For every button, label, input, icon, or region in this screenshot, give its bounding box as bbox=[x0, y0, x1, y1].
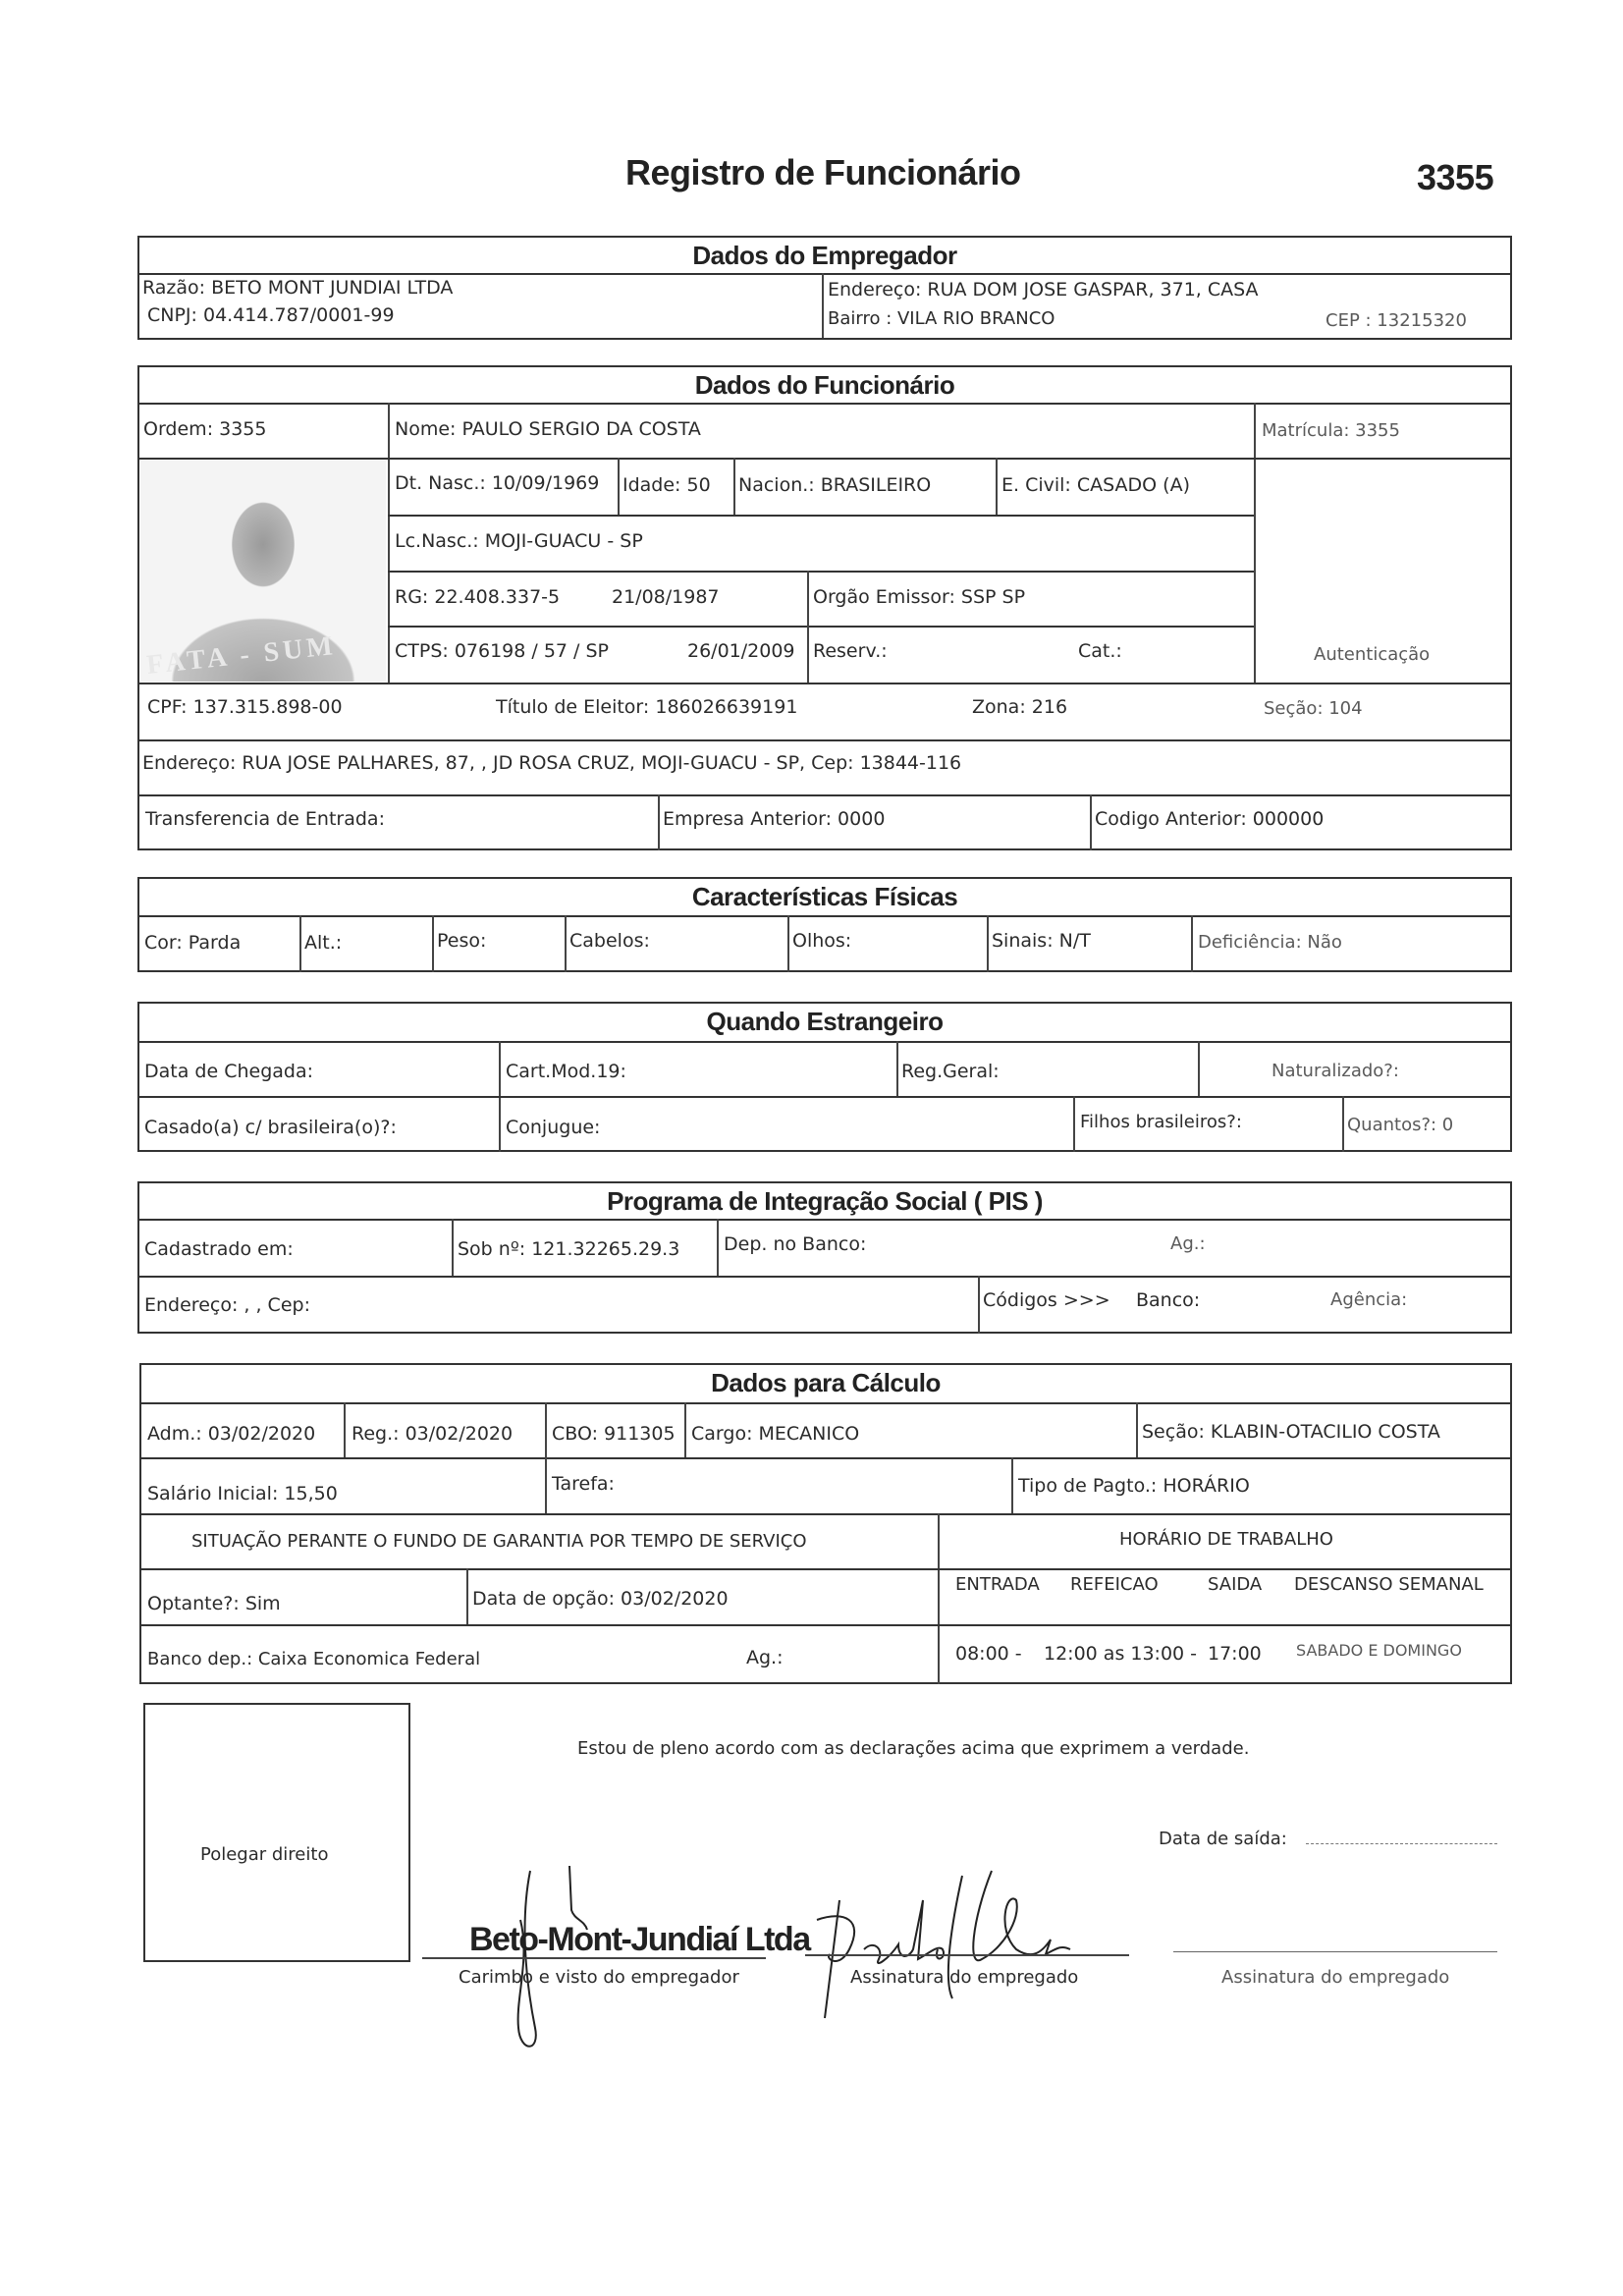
schedule-descanso: SABADO E DOMINGO bbox=[1296, 1641, 1462, 1660]
divider bbox=[137, 1276, 1512, 1278]
foreigner-filhos: Filhos brasileiros?: bbox=[1080, 1112, 1242, 1132]
employee-rg: RG: 22.408.337-5 bbox=[395, 586, 561, 608]
employee-name: Nome: PAULO SERGIO DA COSTA bbox=[395, 418, 701, 440]
employee-titulo-eleitor: Título de Eleitor: 186026639191 bbox=[496, 696, 798, 718]
foreigner-naturalizado: Naturalizado?: bbox=[1271, 1061, 1399, 1081]
divider bbox=[299, 915, 301, 972]
employee-nacionalidade: Nacion.: BRASILEIRO bbox=[738, 474, 932, 496]
pis-numero: Sob nº: 121.32265.29.3 bbox=[458, 1238, 680, 1260]
physical-deficiencia: Deficiência: Não bbox=[1198, 932, 1342, 953]
divider bbox=[1073, 1096, 1075, 1152]
employee-matricula: Matrícula: 3355 bbox=[1262, 420, 1400, 441]
divider bbox=[565, 915, 567, 972]
employee-ctps-date: 26/01/2009 bbox=[687, 640, 795, 662]
divider bbox=[137, 403, 1512, 405]
fgts-optante: Optante?: Sim bbox=[147, 1593, 281, 1614]
divider bbox=[388, 571, 1254, 573]
divider bbox=[996, 458, 998, 515]
physical-section-title: Características Físicas bbox=[691, 882, 958, 911]
photo-overlay-text: FATA - SUM bbox=[144, 629, 339, 682]
divider bbox=[137, 915, 1512, 917]
divider bbox=[137, 1041, 1512, 1043]
divider bbox=[717, 1219, 719, 1276]
employee-rg-date: 21/08/1987 bbox=[612, 586, 720, 608]
banco-deposito: Banco dep.: Caixa Economica Federal bbox=[147, 1649, 481, 1669]
pis-cadastrado-em: Cadastrado em: bbox=[144, 1238, 294, 1260]
divider bbox=[658, 794, 660, 850]
physical-altura: Alt.: bbox=[304, 932, 343, 954]
pis-codigos: Códigos >>> bbox=[983, 1289, 1110, 1311]
schedule-col-saida: SAIDA bbox=[1208, 1574, 1263, 1595]
foreigner-quantos: Quantos?: 0 bbox=[1347, 1115, 1454, 1135]
divider bbox=[787, 915, 789, 972]
employee-photo bbox=[140, 461, 386, 682]
divider bbox=[1136, 1402, 1138, 1457]
employee-reserv: Reserv.: bbox=[813, 640, 888, 662]
calc-adm: Adm.: 03/02/2020 bbox=[147, 1423, 316, 1445]
employee-address: Endereço: RUA JOSE PALHARES, 87, , JD ROSA CRUZ, MOJI-GUACU - SP, Cep: 13844-116 bbox=[142, 752, 962, 774]
physical-cor: Cor: Parda bbox=[144, 932, 242, 954]
employer-signature bbox=[491, 1861, 609, 2057]
divider bbox=[978, 1276, 980, 1334]
calculation-section-title: Dados para Cálculo bbox=[711, 1368, 941, 1397]
calc-cargo: Cargo: MECANICO bbox=[691, 1423, 860, 1445]
calc-secao: Seção: KLABIN-OTACILIO COSTA bbox=[1142, 1421, 1440, 1443]
divider bbox=[137, 458, 1512, 460]
pis-agencia-top: Ag.: bbox=[1170, 1233, 1206, 1254]
schedule-col-descanso: DESCANSO SEMANAL bbox=[1294, 1574, 1484, 1595]
employee-orgao-emissor: Orgão Emissor: SSP SP bbox=[813, 586, 1026, 608]
physical-section bbox=[137, 877, 1512, 972]
authentication-label: Autenticação bbox=[1314, 644, 1431, 665]
employee-dt-nasc: Dt. Nasc.: 10/09/1969 bbox=[395, 472, 600, 494]
divider bbox=[618, 458, 620, 515]
divider bbox=[137, 273, 1512, 275]
employer-cep: CEP : 13215320 bbox=[1325, 310, 1467, 331]
divider bbox=[1198, 1041, 1200, 1096]
divider bbox=[1191, 915, 1193, 972]
divider bbox=[466, 1568, 468, 1624]
employee-signature-line-2 bbox=[1173, 1951, 1497, 1952]
fgts-data-opcao: Data de opção: 03/02/2020 bbox=[472, 1588, 729, 1610]
divider bbox=[344, 1402, 346, 1457]
declaration-text: Estou de pleno acordo com as declarações acima que exprimem a verdade. bbox=[577, 1738, 1250, 1759]
divider bbox=[822, 273, 824, 338]
physical-sinais: Sinais: N/T bbox=[992, 930, 1091, 952]
employer-signature-line bbox=[422, 1957, 766, 1959]
thumbprint-box bbox=[143, 1703, 410, 1962]
physical-olhos: Olhos: bbox=[792, 930, 852, 952]
document-title: Registro de Funcionário bbox=[625, 152, 1021, 192]
employer-address: Endereço: RUA DOM JOSE GASPAR, 371, CASA bbox=[828, 279, 1259, 301]
divider bbox=[137, 683, 1512, 684]
divider bbox=[137, 1096, 1512, 1098]
employee-signature-label: Assinatura do empregado bbox=[850, 1967, 1079, 1988]
employer-cnpj: CNPJ: 04.414.787/0001-99 bbox=[147, 304, 395, 326]
document-number: 3355 bbox=[1417, 157, 1494, 197]
divider bbox=[137, 739, 1512, 741]
employee-ctps: CTPS: 076198 / 57 / SP bbox=[395, 640, 610, 662]
divider bbox=[137, 1219, 1512, 1221]
pis-agencia: Agência: bbox=[1330, 1289, 1408, 1310]
divider bbox=[139, 1513, 1512, 1515]
divider bbox=[807, 571, 809, 683]
employee-ordem: Ordem: 3355 bbox=[143, 418, 267, 440]
divider bbox=[1254, 403, 1256, 683]
employer-signature-label: Carimbo e visto do empregador bbox=[459, 1967, 739, 1988]
pis-section-title: Programa de Integração Social ( PIS ) bbox=[607, 1186, 1043, 1216]
employee-section-title: Dados do Funcionário bbox=[694, 370, 955, 400]
divider bbox=[896, 1041, 898, 1096]
employee-idade: Idade: 50 bbox=[622, 474, 711, 496]
calc-tarefa: Tarefa: bbox=[552, 1473, 615, 1495]
divider bbox=[684, 1402, 686, 1457]
employer-razao: Razão: BETO MONT JUNDIAI LTDA bbox=[142, 277, 454, 299]
schedule-entrada: 08:00 - bbox=[955, 1643, 1022, 1665]
employer-stamp: Beto-Mont-Jundiaí Ltda bbox=[469, 1921, 810, 1958]
divider bbox=[139, 1568, 1512, 1570]
employee-cat: Cat.: bbox=[1078, 640, 1122, 662]
foreigner-section-title: Quando Estrangeiro bbox=[706, 1007, 944, 1036]
calc-cbo: CBO: 911305 bbox=[552, 1423, 676, 1445]
fgts-title: SITUAÇÃO PERANTE O FUNDO DE GARANTIA POR TEMPO DE SERVIÇO bbox=[191, 1531, 807, 1552]
employee-secao: Seção: 104 bbox=[1264, 698, 1363, 719]
divider bbox=[139, 1457, 1512, 1459]
divider bbox=[938, 1513, 940, 1684]
divider bbox=[388, 403, 390, 683]
calc-salario: Salário Inicial: 15,50 bbox=[147, 1483, 338, 1504]
schedule-col-entrada: ENTRADA bbox=[955, 1574, 1040, 1595]
physical-cabelos: Cabelos: bbox=[569, 930, 650, 952]
foreigner-cart-mod: Cart.Mod.19: bbox=[506, 1061, 626, 1082]
divider bbox=[545, 1457, 547, 1513]
divider bbox=[139, 1624, 1512, 1626]
pis-section bbox=[137, 1181, 1512, 1334]
divider bbox=[432, 915, 434, 972]
employee-signature-label-2: Assinatura do empregado bbox=[1221, 1967, 1450, 1988]
employee-codigo-anterior: Codigo Anterior: 000000 bbox=[1095, 808, 1325, 830]
foreigner-conjugue: Conjugue: bbox=[506, 1117, 601, 1138]
divider bbox=[987, 915, 989, 972]
thumbprint-label: Polegar direito bbox=[200, 1844, 329, 1865]
divider bbox=[1342, 1096, 1344, 1152]
employee-empresa-anterior: Empresa Anterior: 0000 bbox=[663, 808, 886, 830]
employee-local-nascimento: Lc.Nasc.: MOJI-GUACU - SP bbox=[395, 530, 643, 552]
employee-zona: Zona: 216 bbox=[972, 696, 1068, 718]
divider bbox=[1011, 1457, 1013, 1513]
schedule-col-refeicao: REFEICAO bbox=[1070, 1574, 1159, 1595]
foreigner-casado-brasileira: Casado(a) c/ brasileira(o)?: bbox=[144, 1117, 397, 1138]
exit-date-line[interactable] bbox=[1306, 1843, 1497, 1844]
foreigner-reg-geral: Reg.Geral: bbox=[901, 1061, 1000, 1082]
schedule-refeicao: 12:00 as 13:00 - bbox=[1044, 1643, 1198, 1665]
divider bbox=[388, 626, 1254, 628]
physical-peso: Peso: bbox=[437, 930, 487, 952]
banco-agencia: Ag.: bbox=[746, 1647, 784, 1668]
pis-endereco: Endereço: , , Cep: bbox=[144, 1294, 310, 1316]
divider bbox=[388, 515, 1254, 517]
foreigner-data-chegada: Data de Chegada: bbox=[144, 1061, 314, 1082]
calc-tipo-pagto: Tipo de Pagto.: HORÁRIO bbox=[1018, 1475, 1250, 1497]
employee-transferencia: Transferencia de Entrada: bbox=[145, 808, 385, 830]
employee-estado-civil: E. Civil: CASADO (A) bbox=[1001, 474, 1190, 496]
divider bbox=[545, 1402, 547, 1457]
divider bbox=[1090, 794, 1092, 850]
divider bbox=[137, 794, 1512, 796]
divider bbox=[733, 458, 735, 515]
work-schedule-title: HORÁRIO DE TRABALHO bbox=[1119, 1529, 1333, 1550]
employer-section-title: Dados do Empregador bbox=[692, 241, 957, 270]
employer-bairro: Bairro : VILA RIO BRANCO bbox=[828, 308, 1055, 329]
pis-banco: Banco: bbox=[1136, 1289, 1201, 1311]
schedule-saida: 17:00 bbox=[1208, 1643, 1262, 1665]
divider bbox=[452, 1219, 454, 1276]
employee-cpf: CPF: 137.315.898-00 bbox=[147, 696, 343, 718]
exit-date-label: Data de saída: bbox=[1159, 1829, 1287, 1849]
employee-signature bbox=[805, 1861, 1139, 2057]
employee-signature-line bbox=[805, 1954, 1129, 1956]
pis-dep-banco: Dep. no Banco: bbox=[724, 1233, 867, 1255]
calc-reg: Reg.: 03/02/2020 bbox=[352, 1423, 514, 1445]
